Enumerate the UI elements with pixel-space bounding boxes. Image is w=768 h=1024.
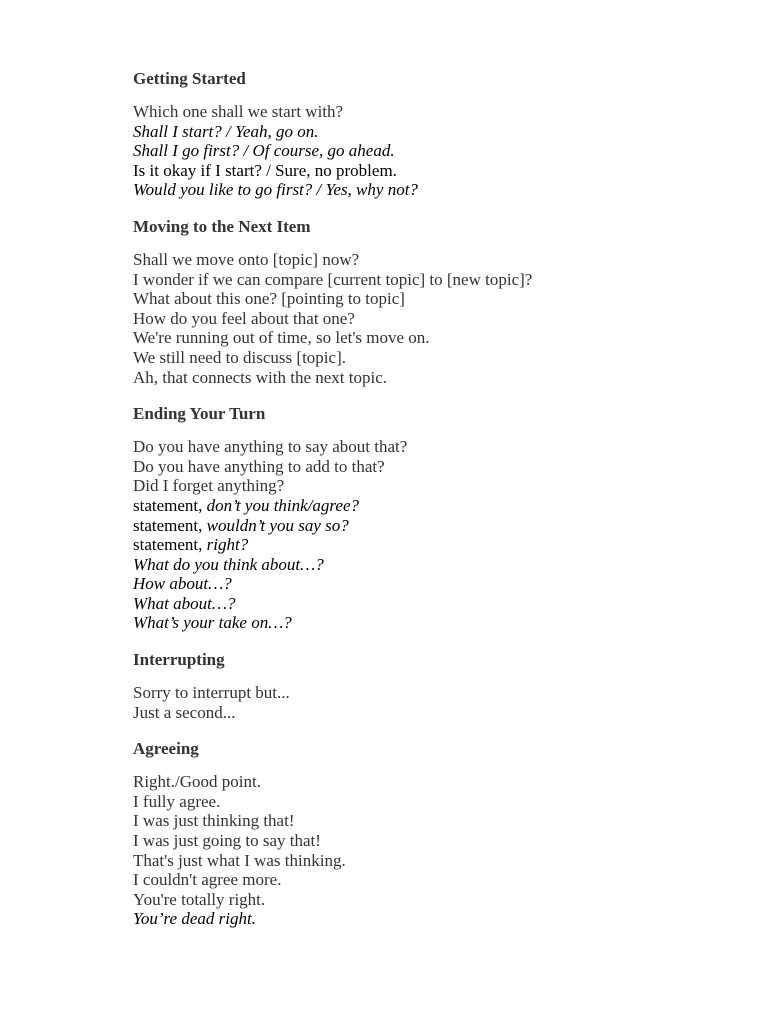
phrase-line xyxy=(133,851,733,871)
document-page xyxy=(133,66,733,929)
phrase-text-italic: What about…? xyxy=(133,593,236,613)
phrase-text: Ah, that connects with the next topic. xyxy=(133,367,387,387)
phrase-text: We're running out of time, so let's move on. xyxy=(133,328,430,348)
phrase-list xyxy=(133,250,733,387)
phrase-text: statement, xyxy=(133,495,207,515)
phrase-line xyxy=(133,613,733,633)
phrase-text: We still need to discuss [topic]. xyxy=(133,347,346,367)
phrase-text: Which one shall we start with? xyxy=(133,102,344,121)
phrase-line xyxy=(133,811,733,831)
phrase-line xyxy=(133,890,733,910)
phrase-text: statement, xyxy=(133,515,207,535)
phrase-text: Right./Good point. xyxy=(133,772,261,792)
phrase-text-italic: Would you like to go first? / Yes, why not? xyxy=(133,180,418,200)
phrase-text: Just a second... xyxy=(133,702,236,722)
section-spacer xyxy=(133,722,733,736)
phrase-text: How do you feel about that one? xyxy=(133,308,355,328)
phrase-text: I couldn't agree more. xyxy=(133,870,282,890)
phrase-line xyxy=(133,289,733,309)
phrase-line xyxy=(133,161,733,181)
phrase-text-italic: right? xyxy=(206,535,249,555)
phrase-line xyxy=(133,476,733,496)
phrase-list xyxy=(133,102,733,200)
phrase-text: Do you have anything to say about that? xyxy=(133,437,408,457)
phrase-text: Did I forget anything? xyxy=(133,476,285,496)
section-heading: Moving to the Next Item xyxy=(133,216,311,236)
phrase-line xyxy=(133,703,733,723)
phrase-text: I wonder if we can compare [current topic] to [new topic]? xyxy=(133,269,533,289)
phrase-text: I was just thinking that! xyxy=(133,811,295,831)
phrase-line xyxy=(133,368,733,388)
phrase-line xyxy=(133,555,733,575)
section-heading: Getting Started xyxy=(133,69,246,88)
section-ending-your-turn xyxy=(133,401,733,647)
phrase-line xyxy=(133,180,733,200)
phrase-line xyxy=(133,516,733,536)
phrase-list xyxy=(133,683,733,722)
phrase-line xyxy=(133,270,733,290)
phrase-text: statement, xyxy=(133,535,207,555)
phrase-line xyxy=(133,457,733,477)
section-spacer xyxy=(133,200,733,214)
phrase-line xyxy=(133,250,733,270)
phrase-text: Do you have anything to add to that? xyxy=(133,456,385,476)
section-spacer xyxy=(133,633,733,647)
phrase-line xyxy=(133,772,733,792)
phrase-text: Is it okay if I start? / Sure, no problem. xyxy=(133,160,397,180)
phrase-line xyxy=(133,437,733,457)
phrase-line xyxy=(133,122,733,142)
phrase-line xyxy=(133,831,733,851)
phrase-text: What about this one? [pointing to topic] xyxy=(133,289,405,309)
phrase-line xyxy=(133,309,733,329)
phrase-line xyxy=(133,683,733,703)
phrase-text-italic: Shall I start? / Yeah, go on. xyxy=(133,121,319,141)
phrase-text-italic: Shall I go first? / Of course, go ahead. xyxy=(133,141,395,161)
phrase-line xyxy=(133,535,733,555)
phrase-text: I fully agree. xyxy=(133,791,221,811)
phrase-text: That's just what I was thinking. xyxy=(133,850,346,870)
phrase-line xyxy=(133,574,733,594)
section-interrupting xyxy=(133,647,733,736)
phrase-text-italic: wouldn’t you say so? xyxy=(206,515,349,535)
phrase-text-italic: don’t you think/agree? xyxy=(206,495,359,515)
phrase-line xyxy=(133,141,733,161)
phrase-text-italic: You’re dead right. xyxy=(133,909,256,929)
section-getting-started xyxy=(133,66,733,214)
phrase-line xyxy=(133,348,733,368)
phrase-line xyxy=(133,909,733,929)
section-moving-to-the-next-item xyxy=(133,214,733,401)
phrase-text-italic: How about…? xyxy=(133,574,232,594)
phrase-list xyxy=(133,437,733,633)
phrase-list xyxy=(133,772,733,929)
phrase-text: Sorry to interrupt but... xyxy=(133,683,290,703)
phrase-text: Shall we move onto [topic] now? xyxy=(133,249,360,269)
section-agreeing xyxy=(133,736,733,929)
phrase-text-italic: What’s your take on…? xyxy=(133,613,292,633)
phrase-line xyxy=(133,102,733,122)
phrase-line xyxy=(133,594,733,614)
phrase-line xyxy=(133,870,733,890)
phrase-text: I was just going to say that! xyxy=(133,831,321,851)
phrase-line xyxy=(133,496,733,516)
section-heading: Interrupting xyxy=(133,650,225,670)
phrase-line xyxy=(133,328,733,348)
section-heading: Agreeing xyxy=(133,739,199,759)
phrase-line xyxy=(133,792,733,812)
section-heading: Ending Your Turn xyxy=(133,404,266,424)
section-spacer xyxy=(133,387,733,401)
phrase-text-italic: What do you think about…? xyxy=(133,554,324,574)
phrase-text: You're totally right. xyxy=(133,889,266,909)
